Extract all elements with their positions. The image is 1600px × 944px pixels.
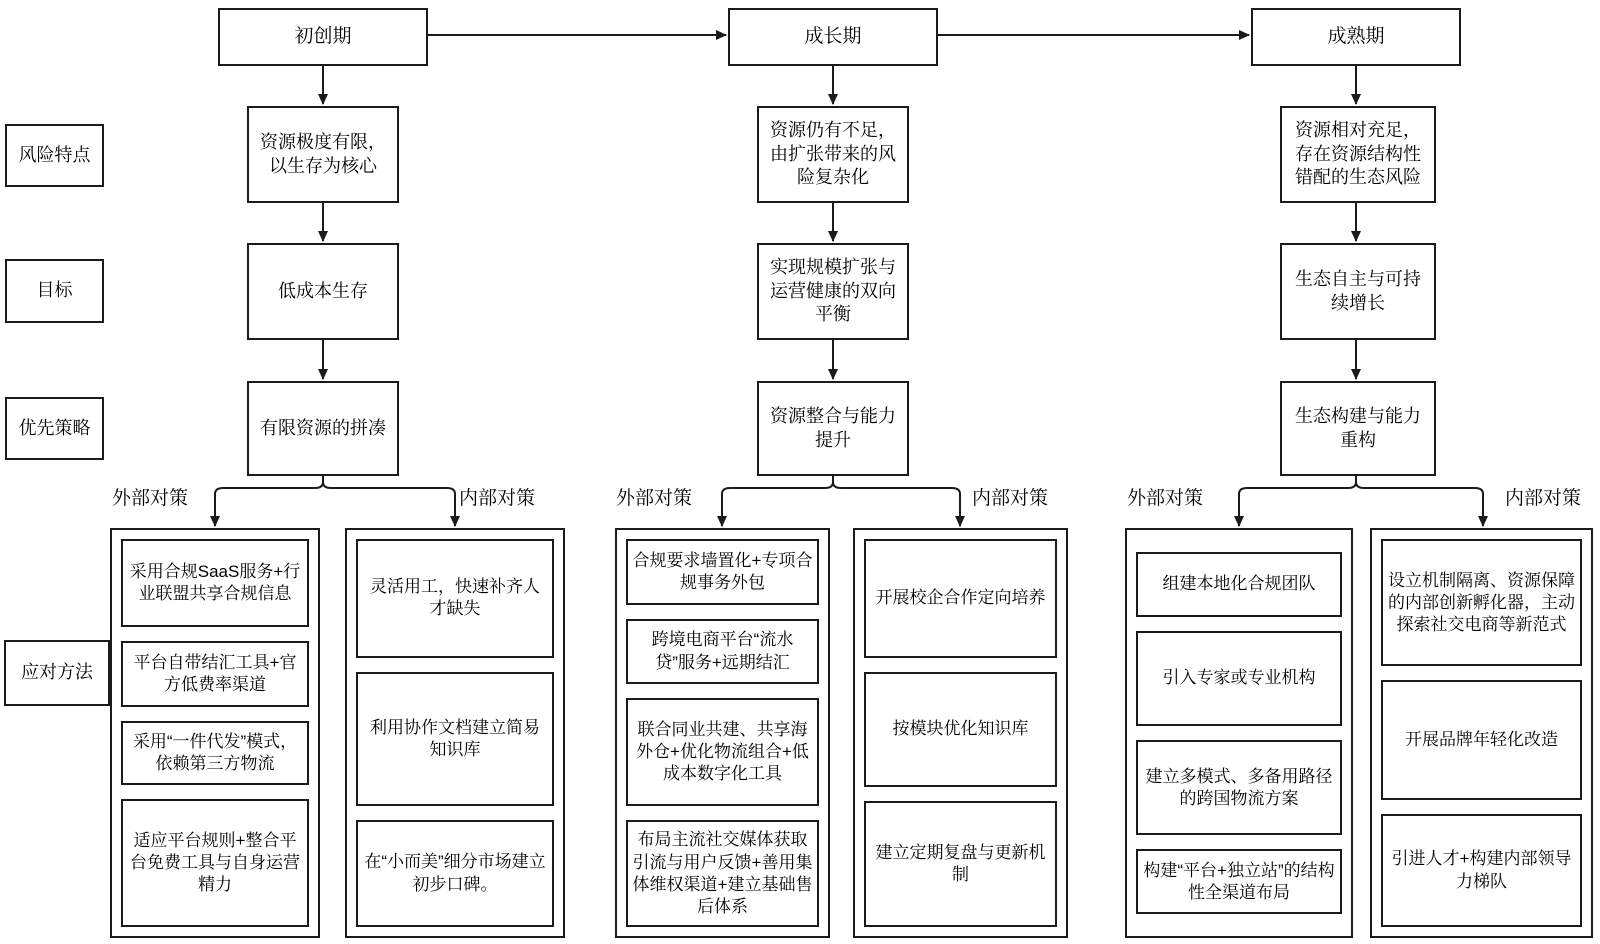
phase-1-external-item: 采用“一件代发”模式，依赖第三方物流 (121, 721, 309, 785)
phase-3-external-item: 构建“平台+独立站”的结构性全渠道布局 (1136, 849, 1342, 914)
phase-1-internal-item: 在“小而美”细分市场建立初步口碑。 (356, 820, 554, 927)
branch-phase1-external (215, 476, 323, 526)
phase-2-external-item: 布局主流社交媒体获取引流与用户反馈+善用集体维权渠道+建立基础售后体系 (626, 820, 819, 927)
phase-2-internal-item: 建立定期复盘与更新机制 (864, 801, 1057, 927)
phase-2-header: 成长期 (728, 8, 938, 66)
phase-1-strategy-box: 有限资源的拼凑 (247, 381, 399, 476)
phase-3-strategy-box: 生态构建与能力重构 (1280, 381, 1436, 476)
phase-3-internal-item: 引进人才+构建内部领导力梯队 (1381, 814, 1582, 927)
phase-1-goal-box: 低成本生存 (247, 243, 399, 340)
branch-phase3-internal (1356, 476, 1483, 526)
phase-2-external-item: 合规要求墙置化+专项合规事务外包 (626, 539, 819, 605)
phase-2-goal-box: 实现规模扩张与运营健康的双向平衡 (757, 243, 909, 340)
phase-3-internal-label: 内部对策 (1505, 488, 1582, 509)
phase-3-internal-item: 开展品牌年轻化改造 (1381, 680, 1582, 800)
row-label-methods: 应对方法 (4, 640, 110, 706)
phase-1-external-item: 适应平台规则+整合平台免费工具与自身运营精力 (121, 799, 309, 927)
phase-2-external-item: 联合同业共建、共享海外仓+优化物流组合+低成本数字化工具 (626, 698, 819, 806)
phase-2-internal-label: 内部对策 (972, 488, 1049, 509)
phase-3-external-group (1125, 528, 1353, 938)
row-label-strategy: 优先策略 (5, 397, 104, 460)
phase-3-goal-box: 生态自主与可持续增长 (1280, 243, 1436, 340)
phase-3-external-item: 引入专家或专业机构 (1136, 631, 1342, 726)
branch-phase3-external (1239, 476, 1356, 526)
phase-3-internal-group (1370, 528, 1593, 938)
phase-1-internal-item: 利用协作文档建立简易知识库 (356, 672, 554, 806)
phase-1-header: 初创期 (218, 8, 428, 66)
phase-1-risk-box: 资源极度有限，以生存为核心 (247, 106, 399, 203)
phase-3-risk-box: 资源相对充足，存在资源结构性错配的生态风险 (1280, 106, 1436, 203)
phase-1-external-item: 采用合规SaaS服务+行业联盟共享合规信息 (121, 539, 309, 627)
phase-3-external-label: 外部对策 (1127, 488, 1204, 509)
phase-2-external-label: 外部对策 (616, 488, 693, 509)
phase-2-internal-group (853, 528, 1068, 938)
phase-1-internal-group (345, 528, 565, 938)
phase-3-internal-item: 设立机制隔离、资源保障的内部创新孵化器，主动探索社交电商等新范式 (1381, 539, 1582, 666)
branch-phase2-external (722, 476, 833, 526)
phase-2-external-item: 跨境电商平台“流水贷”服务+远期结汇 (626, 619, 819, 684)
phase-2-internal-item: 按模块优化知识库 (864, 672, 1057, 787)
phase-3-external-item: 组建本地化合规团队 (1136, 552, 1342, 617)
phase-2-internal-item: 开展校企合作定向培养 (864, 539, 1057, 658)
phase-1-internal-item: 灵活用工，快速补齐人才缺失 (356, 539, 554, 658)
branch-phase2-internal (833, 476, 960, 526)
row-label-risk: 风险特点 (5, 124, 104, 187)
phase-2-strategy-box: 资源整合与能力提升 (757, 381, 909, 476)
phase-3-header: 成熟期 (1251, 8, 1461, 66)
phase-1-external-label: 外部对策 (112, 488, 189, 509)
phase-1-internal-label: 内部对策 (459, 488, 536, 509)
phase-2-external-group (615, 528, 830, 938)
row-label-goal: 目标 (5, 259, 104, 323)
phase-1-external-item: 平台自带结汇工具+官方低费率渠道 (121, 641, 309, 707)
branch-phase1-internal (323, 476, 455, 526)
phase-3-external-item: 建立多模式、多备用路径的跨国物流方案 (1136, 740, 1342, 835)
phase-1-external-group (110, 528, 320, 938)
phase-2-risk-box: 资源仍有不足，由扩张带来的风险复杂化 (757, 106, 909, 203)
